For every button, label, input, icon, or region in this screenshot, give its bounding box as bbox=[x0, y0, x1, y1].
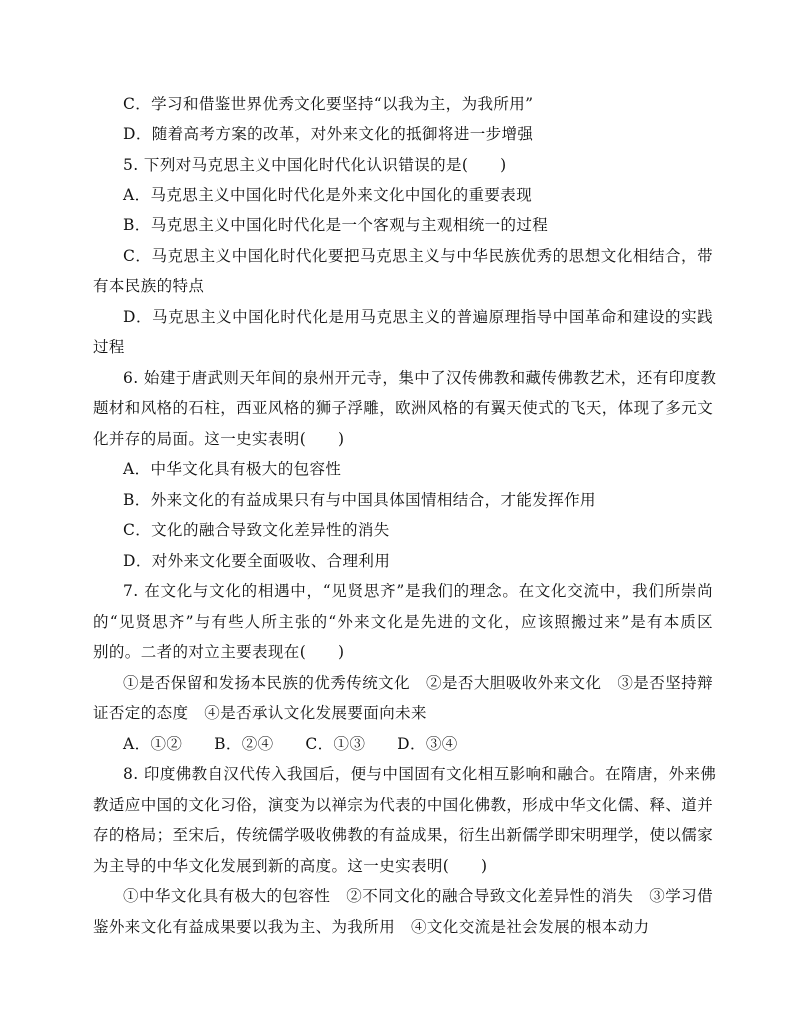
question-6-option-a: A．中华文化具有极大的包容性 bbox=[123, 460, 342, 478]
option-5c-prev: C．学习和借鉴世界优秀文化要坚持“以我为主，为我所用” bbox=[123, 95, 534, 113]
question-5-stem: 5. 下列对马克思主义中国化时代化认识错误的是( ) bbox=[123, 156, 507, 174]
question-5-option-d: D．马克思主义中国化时代化是用马克思主义的普遍原理指导中国革命和建设的实践 bbox=[123, 308, 713, 326]
question-8-stem: 8. 印度佛教自汉代传入我国后，便与中国固有文化相互影响和融合。在隋唐，外来佛 bbox=[123, 765, 717, 783]
question-7-statements-cont: 证否定的态度 ④是否承认文化发展要面向未来 bbox=[93, 704, 427, 722]
question-6-option-b: B．外来文化的有益成果只有与中国具体国情相结合，才能发挥作用 bbox=[123, 491, 596, 509]
question-6-stem: 6. 始建于唐武则天年间的泉州开元寺，集中了汉传佛教和藏传佛教艺术，还有印度教 bbox=[123, 369, 717, 387]
question-5-option-a: A．马克思主义中国化时代化是外来文化中国化的重要表现 bbox=[123, 186, 533, 204]
question-5-option-d-cont: 过程 bbox=[93, 338, 125, 356]
question-8-stem-cont-2: 存的格局；至宋后，传统儒学吸收佛教的有益成果，衍生出新儒学即宋明理学，使以儒家 bbox=[93, 826, 714, 844]
question-5-option-c-cont: 有本民族的特点 bbox=[93, 277, 205, 295]
question-5-option-c: C．马克思主义中国化时代化要把马克思主义与中华民族优秀的思想文化相结合，带 bbox=[123, 247, 713, 265]
question-6-option-c: C．文化的融合导致文化差异性的消失 bbox=[123, 521, 390, 539]
question-7-options: A．①② B．②④ C．①③ D．③④ bbox=[123, 735, 458, 753]
question-5-option-b: B．马克思主义中国化时代化是一个客观与主观相统一的过程 bbox=[123, 216, 549, 234]
question-8-statements-cont: 鉴外来文化有益成果要以我为主、为我所用 ④文化交流是社会发展的根本动力 bbox=[93, 918, 650, 936]
question-7-stem-cont: 的“见贤思齐”与有些人所主张的“外来文化是先进的文化，应该照搬过来”是有本质区 bbox=[93, 613, 713, 631]
question-6-option-d: D．对外来文化要全面吸收、合理利用 bbox=[123, 552, 391, 570]
question-6-stem-end: 化并存的局面。这一史实表明( ) bbox=[93, 430, 345, 448]
question-8-stem-end: 为主导的中华文化发展到新的高度。这一史实表明( ) bbox=[93, 857, 488, 875]
question-6-stem-cont: 题材和风格的石柱，西亚风格的狮子浮雕，欧洲风格的有翼天使式的飞天，体现了多元文 bbox=[93, 399, 714, 417]
question-8-stem-cont-1: 教适应中国的文化习俗，演变为以禅宗为代表的中国化佛教，形成中华文化儒、释、道并 bbox=[93, 796, 714, 814]
question-7-statements: ①是否保留和发扬本民族的优秀传统文化 ②是否大胆吸收外来文化 ③是否坚持辩 bbox=[123, 674, 713, 692]
option-5d-prev: D．随着高考方案的改革，对外来文化的抵御将进一步增强 bbox=[123, 125, 534, 143]
question-7-stem-end: 别的。二者的对立主要表现在( ) bbox=[93, 643, 345, 661]
question-7-stem: 7. 在文化与文化的相遇中，“见贤思齐”是我们的理念。在文化交流中，我们所崇尚 bbox=[123, 582, 713, 600]
question-8-statements: ①中华文化具有极大的包容性 ②不同文化的融合导致文化差异性的消失 ③学习借 bbox=[123, 887, 713, 905]
